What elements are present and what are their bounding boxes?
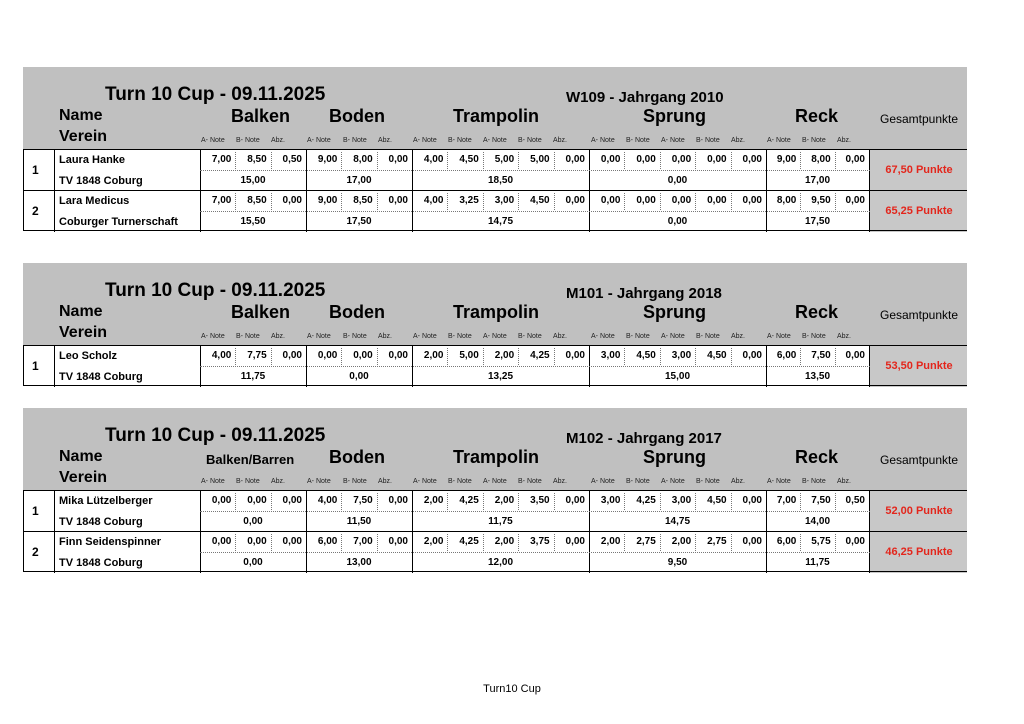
athlete-name: Finn Seidenspinner bbox=[59, 536, 162, 548]
athlete-club: Coburger Turnerschaft bbox=[59, 216, 178, 228]
score-value: 0,00 bbox=[636, 195, 656, 206]
score-subheading: A- Note bbox=[413, 333, 437, 340]
score-subheading: A- Note bbox=[307, 478, 331, 485]
rank-number: 2 bbox=[32, 204, 39, 218]
score-value: 0,00 bbox=[671, 195, 692, 206]
apparatus-total: 0,00 bbox=[667, 175, 688, 186]
score-subheading: A- Note bbox=[591, 333, 615, 340]
score-subheading: B- Note bbox=[448, 478, 472, 485]
score-subheading: A- Note bbox=[661, 478, 685, 485]
score-value: 7,75 bbox=[247, 350, 267, 361]
score-value: 3,50 bbox=[530, 495, 550, 506]
apparatus-heading: Balken bbox=[231, 106, 291, 126]
score-value: 0,00 bbox=[565, 154, 585, 165]
score-value: 0,00 bbox=[565, 350, 585, 361]
row-divider bbox=[200, 211, 870, 212]
score-value: 0,00 bbox=[845, 154, 865, 165]
athlete-name: Lara Medicus bbox=[59, 195, 130, 207]
score-value: 4,00 bbox=[423, 195, 444, 206]
table-header bbox=[23, 263, 967, 345]
score-value: 0,00 bbox=[282, 536, 302, 547]
score-value: 3,00 bbox=[671, 495, 692, 506]
score-value: 2,00 bbox=[600, 536, 621, 547]
total-points-label: Gesamtpunkte bbox=[880, 112, 959, 126]
score-value: 7,00 bbox=[353, 536, 373, 547]
row-divider bbox=[200, 366, 870, 367]
score-value: 0,00 bbox=[353, 350, 373, 361]
score-value: 8,00 bbox=[776, 195, 797, 206]
score-subheading: A- Note bbox=[591, 137, 615, 144]
score-value: 2,00 bbox=[494, 536, 515, 547]
score-value: 9,50 bbox=[811, 195, 831, 206]
score-subheading: A- Note bbox=[201, 137, 225, 144]
category-label: M101 - Jahrgang 2018 bbox=[566, 285, 722, 302]
score-value: 7,00 bbox=[211, 195, 232, 206]
result-table bbox=[23, 67, 967, 231]
score-value: 0,00 bbox=[600, 195, 621, 206]
score-value: 0,00 bbox=[565, 536, 585, 547]
score-value: 4,25 bbox=[459, 495, 479, 506]
apparatus-heading: Boden bbox=[329, 106, 385, 126]
apparatus-total: 0,00 bbox=[349, 371, 369, 382]
table-left-border bbox=[23, 149, 24, 231]
table-header bbox=[23, 408, 967, 490]
score-value: 0,00 bbox=[742, 350, 762, 361]
score-value: 8,00 bbox=[811, 154, 831, 165]
score-value: 4,50 bbox=[707, 495, 727, 506]
competition-title: Turn 10 Cup - 09.11.2025 bbox=[105, 280, 326, 301]
score-value: 0,00 bbox=[247, 536, 267, 547]
page-footer: Turn10 Cup bbox=[483, 683, 541, 695]
competition-title: Turn 10 Cup - 09.11.2025 bbox=[105, 425, 326, 446]
apparatus-total: 15,00 bbox=[664, 371, 691, 382]
score-value: 5,00 bbox=[494, 154, 515, 165]
athlete-club: TV 1848 Coburg bbox=[59, 557, 143, 569]
category-label: M102 - Jahrgang 2017 bbox=[566, 430, 722, 447]
score-subheading: Abz. bbox=[837, 333, 852, 340]
score-value: 0,00 bbox=[388, 195, 408, 206]
score-subheading: A- Note bbox=[661, 137, 685, 144]
score-value: 0,00 bbox=[742, 195, 762, 206]
score-subheading: A- Note bbox=[767, 333, 791, 340]
score-value: 4,00 bbox=[317, 495, 338, 506]
score-subheading: A- Note bbox=[307, 333, 331, 340]
table-header bbox=[23, 67, 967, 149]
score-subheading: B- Note bbox=[626, 137, 650, 144]
score-value: 7,00 bbox=[211, 154, 232, 165]
score-value: 0,00 bbox=[565, 195, 585, 206]
athlete-club: TV 1848 Coburg bbox=[59, 175, 143, 187]
score-subheading: B- Note bbox=[343, 333, 367, 340]
score-subheading: Abz. bbox=[553, 333, 568, 340]
score-subheading: Abz. bbox=[271, 333, 286, 340]
score-value: 3,00 bbox=[600, 350, 621, 361]
score-value: 2,00 bbox=[423, 536, 444, 547]
apparatus-heading: Balken/Barren bbox=[206, 452, 295, 467]
score-value: 0,50 bbox=[845, 495, 865, 506]
score-value: 6,00 bbox=[776, 350, 797, 361]
total-points-label: Gesamtpunkte bbox=[880, 453, 959, 467]
score-value: 2,75 bbox=[636, 536, 656, 547]
apparatus-total: 0,00 bbox=[243, 516, 263, 527]
score-subheading: B- Note bbox=[626, 333, 650, 340]
score-value: 2,00 bbox=[423, 350, 444, 361]
column-divider bbox=[54, 532, 55, 573]
score-value: 0,00 bbox=[636, 154, 656, 165]
apparatus-total: 13,00 bbox=[346, 557, 372, 568]
score-subheading: B- Note bbox=[626, 478, 650, 485]
athlete-name: Mika Lützelberger bbox=[59, 495, 153, 507]
total-points: 52,00 Punkte bbox=[885, 505, 953, 517]
score-value: 6,00 bbox=[317, 536, 338, 547]
score-subheading: A- Note bbox=[483, 478, 507, 485]
apparatus-total: 0,00 bbox=[667, 216, 688, 227]
apparatus-total: 0,00 bbox=[243, 557, 263, 568]
score-subheading: A- Note bbox=[413, 137, 437, 144]
total-points: 46,25 Punkte bbox=[885, 546, 953, 558]
score-value: 7,50 bbox=[811, 495, 831, 506]
score-subheading: Abz. bbox=[378, 333, 393, 340]
apparatus-heading: Boden bbox=[329, 302, 385, 322]
score-value: 0,00 bbox=[282, 495, 302, 506]
score-value: 9,00 bbox=[317, 154, 338, 165]
score-subheading: Abz. bbox=[378, 478, 393, 485]
score-subheading: B- Note bbox=[236, 478, 260, 485]
score-subheading: B- Note bbox=[236, 333, 260, 340]
apparatus-heading: Balken bbox=[231, 302, 291, 322]
total-points: 65,25 Punkte bbox=[885, 205, 953, 217]
apparatus-heading: Boden bbox=[329, 447, 385, 467]
score-value: 5,75 bbox=[811, 536, 831, 547]
score-subheading: Abz. bbox=[731, 137, 746, 144]
athlete-row bbox=[23, 345, 967, 387]
score-value: 4,50 bbox=[459, 154, 479, 165]
total-points: 67,50 Punkte bbox=[885, 164, 953, 176]
score-value: 4,50 bbox=[636, 350, 656, 361]
score-subheading: A- Note bbox=[591, 478, 615, 485]
score-subheading: B- Note bbox=[448, 137, 472, 144]
score-value: 0,00 bbox=[247, 495, 267, 506]
score-value: 0,00 bbox=[845, 350, 865, 361]
apparatus-total: 13,25 bbox=[487, 371, 514, 382]
table-left-border bbox=[23, 345, 24, 386]
column-divider bbox=[54, 346, 55, 387]
table-bottom-border bbox=[23, 385, 967, 386]
table-bottom-border bbox=[23, 571, 967, 572]
score-value: 2,00 bbox=[494, 350, 515, 361]
apparatus-total: 17,50 bbox=[804, 216, 831, 227]
table-bottom-border bbox=[23, 230, 967, 231]
rank-number: 1 bbox=[32, 359, 39, 373]
score-value: 4,25 bbox=[459, 536, 479, 547]
score-value: 0,00 bbox=[388, 154, 408, 165]
name-column-label: Name bbox=[59, 107, 103, 124]
table-left-border bbox=[23, 490, 24, 572]
score-subheading: B- Note bbox=[696, 137, 720, 144]
score-value: 4,00 bbox=[423, 154, 444, 165]
score-value: 0,00 bbox=[707, 195, 727, 206]
score-value: 0,00 bbox=[388, 350, 408, 361]
score-subheading: A- Note bbox=[201, 478, 225, 485]
score-value: 7,50 bbox=[353, 495, 373, 506]
apparatus-heading: Reck bbox=[795, 302, 839, 322]
score-value: 5,00 bbox=[459, 350, 479, 361]
score-value: 2,00 bbox=[423, 495, 444, 506]
rank-number: 2 bbox=[32, 545, 39, 559]
score-subheading: Abz. bbox=[731, 478, 746, 485]
score-value: 4,00 bbox=[211, 350, 232, 361]
row-divider bbox=[200, 511, 870, 512]
apparatus-total: 11,50 bbox=[346, 516, 372, 527]
name-column-label: Name bbox=[59, 303, 103, 320]
score-value: 0,00 bbox=[388, 495, 408, 506]
apparatus-heading: Reck bbox=[795, 106, 839, 126]
score-value: 5,00 bbox=[530, 154, 550, 165]
score-value: 3,00 bbox=[600, 495, 621, 506]
apparatus-heading: Sprung bbox=[643, 302, 706, 322]
score-subheading: Abz. bbox=[837, 478, 852, 485]
score-value: 0,00 bbox=[671, 154, 692, 165]
score-value: 8,50 bbox=[353, 195, 373, 206]
score-value: 0,00 bbox=[211, 495, 232, 506]
score-value: 6,00 bbox=[776, 536, 797, 547]
apparatus-total: 17,00 bbox=[804, 175, 831, 186]
apparatus-total: 15,00 bbox=[240, 175, 266, 186]
score-subheading: A- Note bbox=[483, 137, 507, 144]
score-subheading: B- Note bbox=[236, 137, 260, 144]
apparatus-total: 14,75 bbox=[487, 216, 514, 227]
score-subheading: Abz. bbox=[553, 478, 568, 485]
score-subheading: A- Note bbox=[661, 333, 685, 340]
apparatus-total: 14,00 bbox=[804, 516, 831, 527]
score-value: 0,00 bbox=[317, 350, 338, 361]
total-points-label: Gesamtpunkte bbox=[880, 308, 959, 322]
score-value: 4,25 bbox=[636, 495, 656, 506]
apparatus-total: 12,00 bbox=[487, 557, 514, 568]
score-value: 7,50 bbox=[811, 350, 831, 361]
score-subheading: B- Note bbox=[343, 137, 367, 144]
apparatus-total: 11,75 bbox=[488, 516, 513, 527]
apparatus-heading: Sprung bbox=[643, 447, 706, 467]
column-divider bbox=[54, 191, 55, 232]
score-subheading: B- Note bbox=[518, 333, 542, 340]
athlete-club: TV 1848 Coburg bbox=[59, 371, 143, 383]
score-value: 0,00 bbox=[845, 536, 865, 547]
score-value: 0,00 bbox=[282, 350, 302, 361]
total-points: 53,50 Punkte bbox=[885, 360, 953, 372]
category-label: W109 - Jahrgang 2010 bbox=[566, 89, 724, 106]
score-value: 0,00 bbox=[707, 154, 727, 165]
apparatus-heading: Reck bbox=[795, 447, 839, 467]
score-subheading: B- Note bbox=[802, 478, 826, 485]
score-value: 2,00 bbox=[671, 536, 692, 547]
score-subheading: B- Note bbox=[518, 137, 542, 144]
apparatus-total: 17,50 bbox=[346, 216, 372, 227]
score-value: 0,00 bbox=[845, 195, 865, 206]
score-value: 3,25 bbox=[459, 195, 479, 206]
score-subheading: B- Note bbox=[518, 478, 542, 485]
score-value: 0,00 bbox=[388, 536, 408, 547]
score-subheading: Abz. bbox=[731, 333, 746, 340]
athlete-name: Laura Hanke bbox=[59, 154, 126, 166]
result-table bbox=[23, 263, 967, 386]
athlete-name: Leo Scholz bbox=[59, 350, 118, 362]
score-subheading: Abz. bbox=[271, 478, 286, 485]
athlete-row bbox=[23, 531, 967, 573]
column-divider bbox=[54, 150, 55, 191]
score-value: 4,25 bbox=[530, 350, 550, 361]
score-subheading: A- Note bbox=[307, 137, 331, 144]
apparatus-heading: Sprung bbox=[643, 106, 706, 126]
score-subheading: B- Note bbox=[343, 478, 367, 485]
score-value: 8,50 bbox=[247, 154, 267, 165]
score-value: 0,00 bbox=[742, 536, 762, 547]
score-subheading: A- Note bbox=[413, 478, 437, 485]
score-subheading: B- Note bbox=[802, 333, 826, 340]
score-subheading: Abz. bbox=[378, 137, 393, 144]
score-subheading: A- Note bbox=[767, 137, 791, 144]
rank-number: 1 bbox=[32, 163, 39, 177]
score-value: 9,00 bbox=[776, 154, 797, 165]
score-subheading: B- Note bbox=[448, 333, 472, 340]
athlete-row bbox=[23, 190, 967, 232]
row-divider bbox=[200, 170, 870, 171]
score-value: 2,00 bbox=[494, 495, 515, 506]
score-value: 3,75 bbox=[530, 536, 550, 547]
score-value: 4,50 bbox=[530, 195, 550, 206]
athlete-row bbox=[23, 490, 967, 532]
score-value: 0,00 bbox=[600, 154, 621, 165]
athlete-club: TV 1848 Coburg bbox=[59, 516, 143, 528]
apparatus-heading: Trampolin bbox=[453, 106, 540, 126]
column-divider bbox=[54, 491, 55, 532]
apparatus-total: 14,75 bbox=[664, 516, 691, 527]
score-value: 0,00 bbox=[565, 495, 585, 506]
score-value: 7,00 bbox=[776, 495, 797, 506]
score-subheading: Abz. bbox=[553, 137, 568, 144]
score-subheading: Abz. bbox=[271, 137, 286, 144]
score-value: 0,00 bbox=[742, 154, 762, 165]
apparatus-total: 18,50 bbox=[487, 175, 514, 186]
score-value: 3,00 bbox=[671, 350, 692, 361]
club-column-label: Verein bbox=[59, 128, 108, 145]
athlete-row bbox=[23, 149, 967, 191]
score-subheading: A- Note bbox=[767, 478, 791, 485]
score-value: 4,50 bbox=[707, 350, 727, 361]
score-value: 2,75 bbox=[707, 536, 727, 547]
apparatus-total: 11,75 bbox=[805, 557, 830, 568]
score-subheading: B- Note bbox=[802, 137, 826, 144]
apparatus-heading: Trampolin bbox=[453, 447, 540, 467]
score-subheading: Abz. bbox=[837, 137, 852, 144]
apparatus-total: 13,50 bbox=[804, 371, 831, 382]
score-subheading: A- Note bbox=[201, 333, 225, 340]
apparatus-total: 11,75 bbox=[240, 371, 266, 382]
result-table bbox=[23, 408, 967, 572]
name-column-label: Name bbox=[59, 448, 103, 465]
score-value: 0,00 bbox=[282, 195, 302, 206]
apparatus-total: 9,50 bbox=[667, 557, 688, 568]
rank-number: 1 bbox=[32, 504, 39, 518]
score-value: 0,00 bbox=[211, 536, 232, 547]
apparatus-total: 15,50 bbox=[240, 216, 266, 227]
score-value: 0,00 bbox=[742, 495, 762, 506]
score-value: 0,50 bbox=[282, 154, 302, 165]
apparatus-total: 17,00 bbox=[346, 175, 372, 186]
score-value: 3,00 bbox=[494, 195, 515, 206]
score-value: 8,50 bbox=[247, 195, 267, 206]
score-value: 9,00 bbox=[317, 195, 338, 206]
club-column-label: Verein bbox=[59, 324, 108, 341]
score-subheading: B- Note bbox=[696, 478, 720, 485]
score-subheading: B- Note bbox=[696, 333, 720, 340]
club-column-label: Verein bbox=[59, 469, 108, 486]
score-value: 8,00 bbox=[353, 154, 373, 165]
row-divider bbox=[200, 552, 870, 553]
apparatus-heading: Trampolin bbox=[453, 302, 540, 322]
score-subheading: A- Note bbox=[483, 333, 507, 340]
competition-title: Turn 10 Cup - 09.11.2025 bbox=[105, 84, 326, 105]
